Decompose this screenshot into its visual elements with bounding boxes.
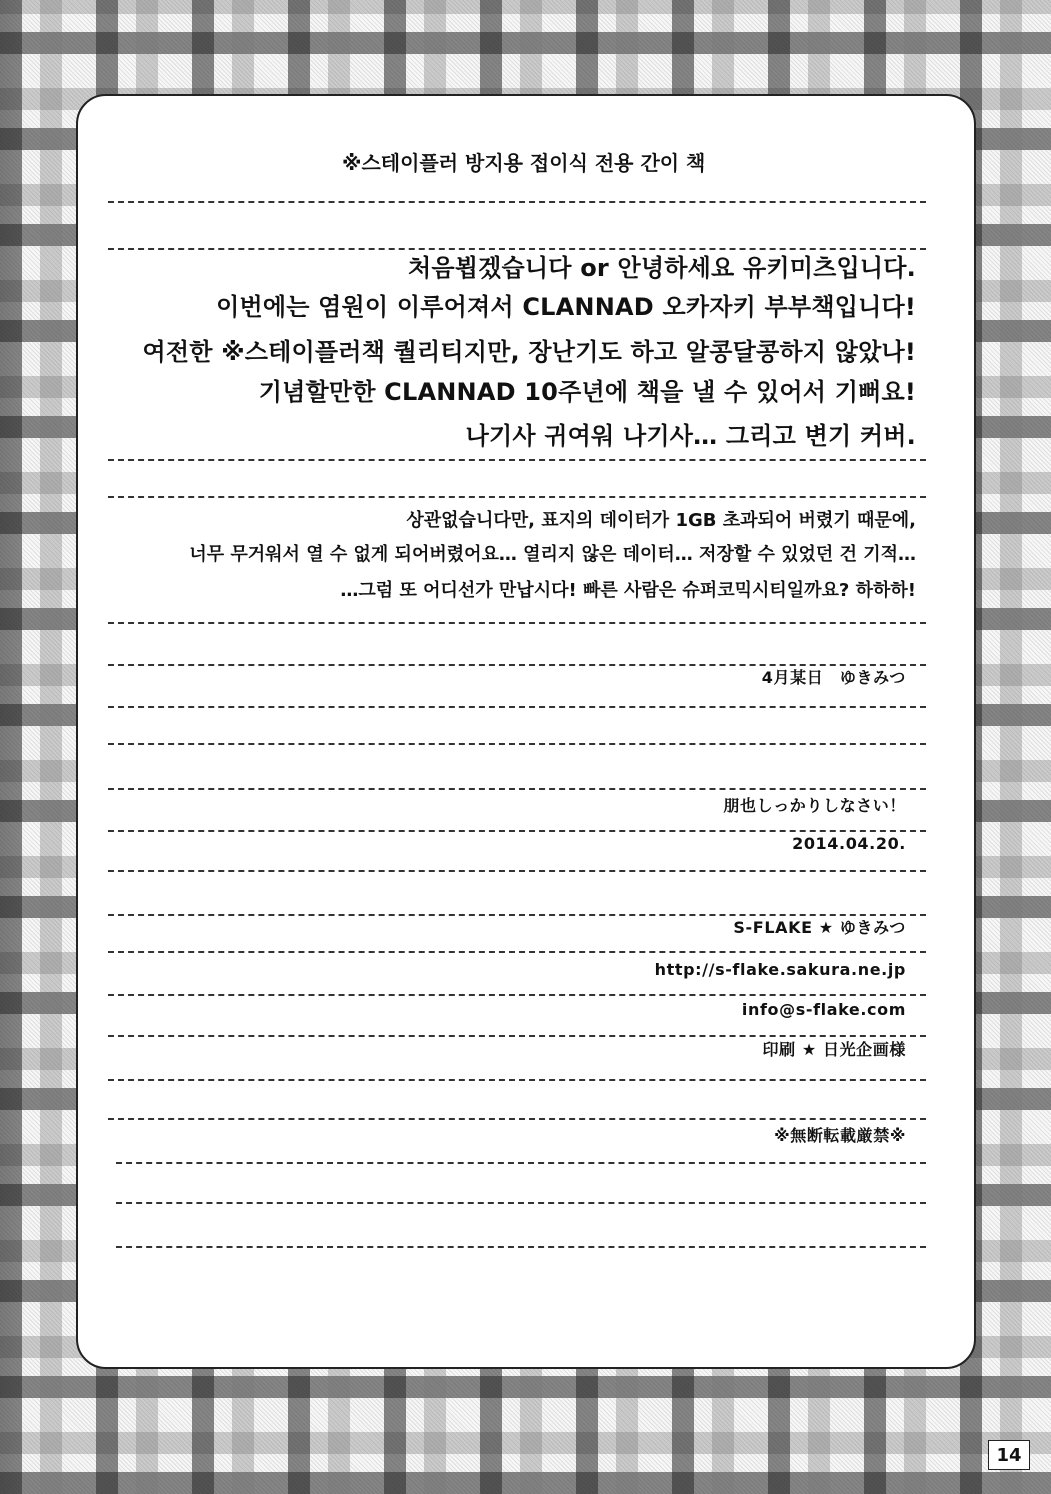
release-date: 2014.04.20. (792, 834, 906, 853)
copyright-notice: ※無断転載厳禁※ (774, 1126, 906, 1145)
afterword-line-2: 너무 무거워서 열 수 없게 되어버렸어요… 열리지 않은 데이터… 저장할 수 있었던 건 기적… (189, 544, 916, 565)
dashed-rule (108, 914, 926, 916)
afterword-line-3: …그럼 또 어디선가 만납시다! 빠른 사람은 슈퍼코믹시티일까요? 하하하! (340, 580, 916, 601)
afterword-line-1: 상관없습니다만, 표지의 데이터가 1GB 초과되어 버렸기 때문에, (406, 510, 916, 531)
intro-line-5: 나기사 귀여워 나기사… 그리고 변기 커버. (465, 422, 916, 450)
content-panel (76, 94, 976, 1369)
page-number: 14 (988, 1440, 1030, 1470)
dashed-rule (108, 1079, 926, 1081)
dashed-rule (108, 622, 926, 624)
circle-name: S-FLAKE ★ ゆきみつ (733, 918, 906, 937)
dashed-rule (108, 496, 926, 498)
printer-credit: 印刷 ★ 日光企画様 (762, 1040, 906, 1059)
dashed-rule (116, 1162, 926, 1164)
dashed-rule (108, 870, 926, 872)
dashed-rule (108, 994, 926, 996)
dashed-rule (108, 201, 926, 203)
dashed-rule (108, 830, 926, 832)
dashed-rule (108, 951, 926, 953)
dashed-rule (108, 1118, 926, 1120)
message-line: 朋也しっかりしなさい！ (723, 796, 906, 815)
dashed-rule (108, 788, 926, 790)
signature-date: 4月某日 ゆきみつ (761, 668, 906, 687)
dashed-rule (108, 248, 926, 250)
intro-line-2: 이번에는 염원이 이루어져서 CLANNAD 오카자키 부부책입니다! (216, 293, 916, 321)
dashed-rule (108, 664, 926, 666)
page-spine-shadow (0, 0, 22, 1494)
intro-line-3: 여전한 ※스테이플러책 퀄리티지만, 장난기도 하고 알콩달콩하지 않았나! (142, 338, 916, 366)
dashed-rule (108, 743, 926, 745)
note-title: ※스테이플러 방지용 접이식 전용 간이 책 (342, 151, 706, 175)
dashed-rule (108, 706, 926, 708)
intro-line-1: 처음뵙겠습니다 or 안녕하세요 유키미츠입니다. (407, 254, 916, 282)
website-link[interactable]: http://s-flake.sakura.ne.jp (654, 960, 906, 979)
email-link[interactable]: info@s-flake.com (741, 1000, 906, 1019)
dashed-rule (116, 1246, 926, 1248)
dashed-rule (108, 1035, 926, 1037)
dashed-rule (116, 1202, 926, 1204)
intro-line-4: 기념할만한 CLANNAD 10주년에 책을 낼 수 있어서 기뻐요! (258, 378, 916, 406)
dashed-rule (108, 459, 926, 461)
